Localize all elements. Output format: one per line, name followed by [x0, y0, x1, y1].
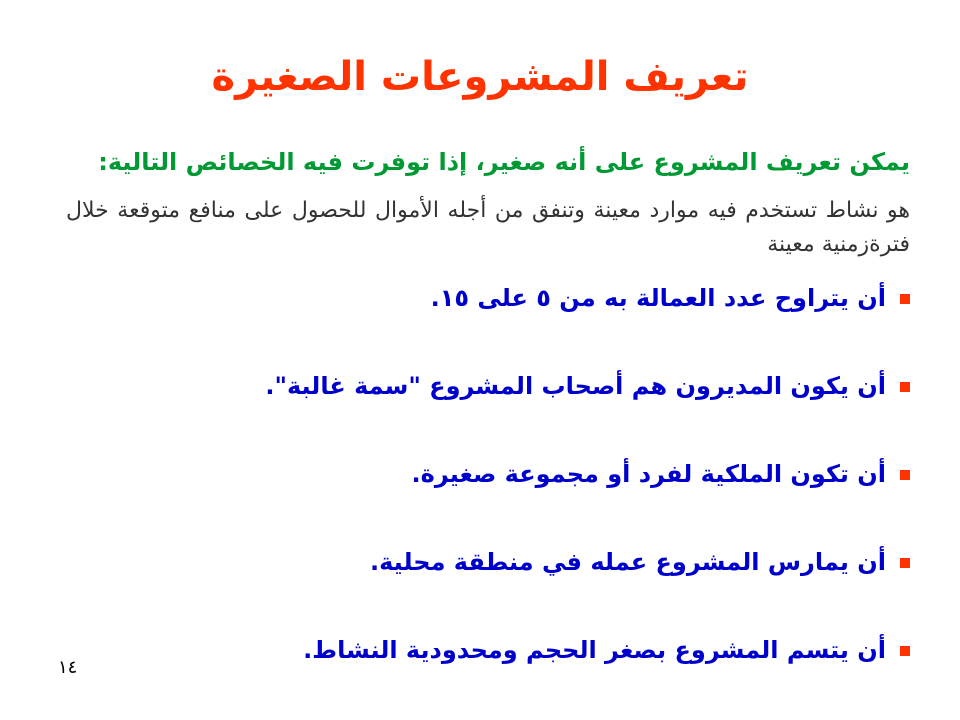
bullet-item	[80, 542, 910, 630]
square-bullet-icon	[900, 382, 910, 392]
intro-text: يمكن تعريف المشروع على أنه صغير، إذا توفرت فيه الخصائص التالية:	[98, 148, 910, 176]
bullet-item	[80, 630, 910, 718]
square-bullet-icon	[900, 294, 910, 304]
page-number: ١٤	[58, 657, 78, 678]
bullet-list	[80, 278, 910, 718]
bullet-item	[80, 278, 910, 366]
square-bullet-icon	[900, 470, 910, 480]
square-bullet-icon	[900, 646, 910, 656]
bullet-text: أن تكون الملكية لفرد أو مجموعة صغيرة.	[411, 460, 886, 488]
bullet-item	[80, 366, 910, 454]
bullet-item	[80, 454, 910, 542]
square-bullet-icon	[900, 558, 910, 568]
bullet-text: أن يتسم المشروع بصغر الحجم ومحدودية النشاط.	[303, 636, 886, 664]
bullet-text: أن يمارس المشروع عمله في منطقة محلية.	[370, 548, 886, 576]
bullet-text: أن يتراوح عدد العمالة به من ٥ على ١٥.	[430, 284, 886, 312]
slide-title: تعريف المشروعات الصغيرة	[211, 54, 749, 100]
bullet-text: أن يكون المديرون هم أصحاب المشروع "سمة غالبة".	[265, 372, 886, 400]
description-text: هو نشاط تستخدم فيه موارد معينة وتنفق من أجله الأموال للحصول على منافع متوقعة خلال فترةزمنية معينة	[66, 198, 910, 257]
